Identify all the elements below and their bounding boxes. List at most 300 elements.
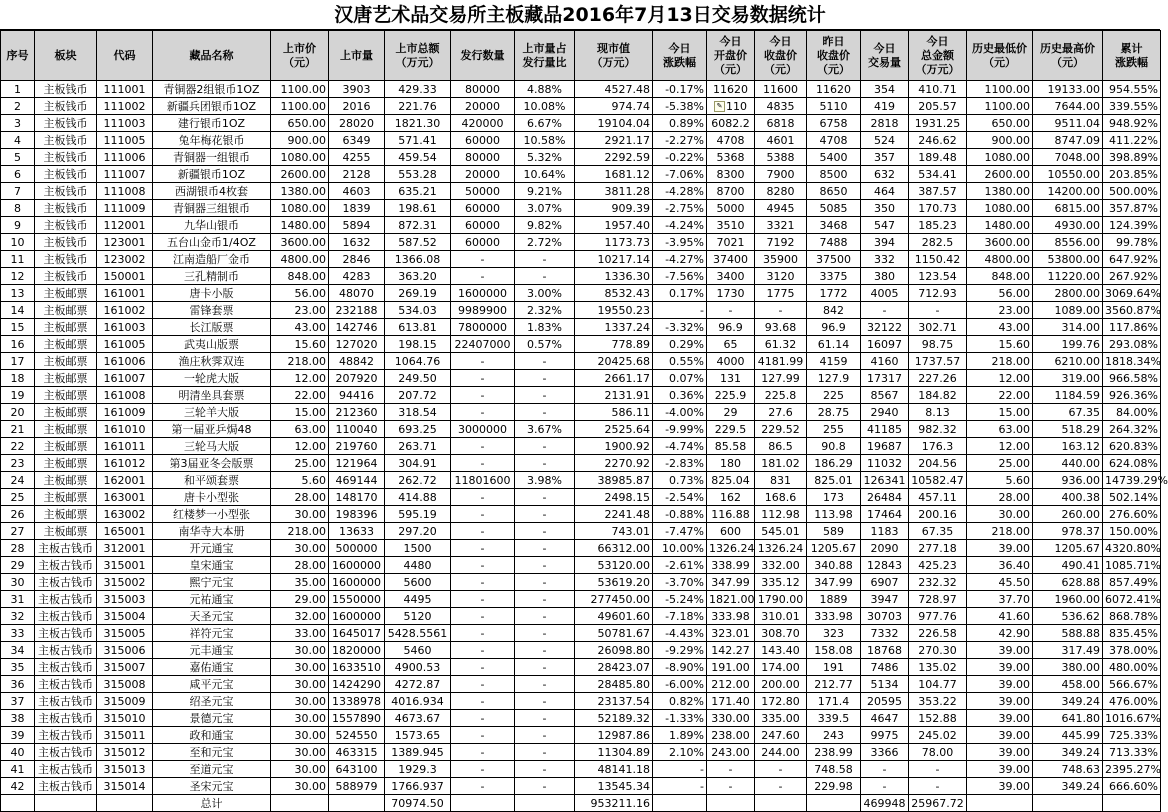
table-cell: 元祐通宝	[153, 591, 271, 608]
table-cell: -	[451, 744, 515, 761]
table-cell: -	[451, 540, 515, 557]
table-cell: 142.27	[707, 642, 755, 659]
table-cell: -3.32%	[653, 319, 707, 336]
table-cell: 595.19	[385, 506, 451, 523]
table-cell: 229.5	[707, 421, 755, 438]
table-cell: 60000	[451, 217, 515, 234]
table-row	[1, 81, 1161, 98]
table-cell: 900.00	[967, 132, 1033, 149]
table-cell: -	[515, 574, 575, 591]
table-cell: 171.40	[707, 693, 755, 710]
table-cell: 2131.91	[575, 387, 653, 404]
table-cell: 150001	[97, 268, 153, 285]
table-cell: 315014	[97, 778, 153, 795]
table-cell: 476.00%	[1103, 693, 1161, 710]
comment-note-icon[interactable]: ✎	[714, 101, 725, 112]
table-cell: 主板邮票	[35, 387, 97, 404]
table-cell: 825.01	[807, 472, 861, 489]
table-cell: 90.8	[807, 438, 861, 455]
table-row	[1, 523, 1161, 540]
table-cell: 0.17%	[653, 285, 707, 302]
table-cell: 15.60	[271, 336, 329, 353]
table-cell: 161008	[97, 387, 153, 404]
table-cell: 11620	[807, 81, 861, 98]
table-cell: 1366.08	[385, 251, 451, 268]
table-cell: 458.00	[1033, 676, 1103, 693]
table-cell: 8532.43	[575, 285, 653, 302]
table-cell: 至和元宝	[153, 744, 271, 761]
table-cell: 502.14%	[1103, 489, 1161, 506]
table-row	[1, 659, 1161, 676]
table-cell: 1889	[807, 591, 861, 608]
table-cell: 3560.87%	[1103, 302, 1161, 319]
table-cell: 778.89	[575, 336, 653, 353]
table-cell: -	[451, 404, 515, 421]
column-header: 历史最高价 （元）	[1033, 31, 1103, 81]
table-cell: 378.00%	[1103, 642, 1161, 659]
table-cell: -5.24%	[653, 591, 707, 608]
table-cell: 主板古钱币	[35, 659, 97, 676]
table-cell: 5.32%	[515, 149, 575, 166]
table-cell: 123001	[97, 234, 153, 251]
table-body	[1, 81, 1168, 812]
table-cell: 39.00	[967, 727, 1033, 744]
table-cell: 315002	[97, 574, 153, 591]
table-cell: 36.40	[967, 557, 1033, 574]
table-cell: 6210.00	[1033, 353, 1103, 370]
table-cell: 0.57%	[515, 336, 575, 353]
table-cell: -4.27%	[653, 251, 707, 268]
table-cell: 212360	[329, 404, 385, 421]
table-cell: 315010	[97, 710, 153, 727]
table-cell: 65	[707, 336, 755, 353]
table-cell: 170.73	[909, 200, 967, 217]
table-row	[1, 404, 1161, 421]
table-cell: 32	[1, 608, 35, 625]
table-cell: -	[515, 404, 575, 421]
table-cell: -1.33%	[653, 710, 707, 727]
table-cell: 1064.76	[385, 353, 451, 370]
table-cell: 主板古钱币	[35, 744, 97, 761]
table-cell: 20595	[861, 693, 909, 710]
table-cell: 0.89%	[653, 115, 707, 132]
table-cell: 94416	[329, 387, 385, 404]
table-cell: 42	[1, 778, 35, 795]
table-cell: 1205.67	[807, 540, 861, 557]
table-cell: 48070	[329, 285, 385, 302]
table-cell: -	[515, 761, 575, 778]
table-cell: 39.00	[967, 744, 1033, 761]
table-cell: 260.00	[1033, 506, 1103, 523]
table-cell: 1205.67	[1033, 540, 1103, 557]
total-cell	[755, 795, 807, 812]
table-row	[1, 285, 1161, 302]
table-cell: 571.41	[385, 132, 451, 149]
table-cell: 232.32	[909, 574, 967, 591]
table-row	[1, 302, 1161, 319]
table-cell: 23137.54	[575, 693, 653, 710]
table-cell: 825.04	[707, 472, 755, 489]
table-cell: 新疆银币1OZ	[153, 166, 271, 183]
table-cell: 218.00	[271, 523, 329, 540]
table-cell: -	[515, 370, 575, 387]
table-cell: 祥符元宝	[153, 625, 271, 642]
table-cell: 1766.937	[385, 778, 451, 795]
table-cell: 111001	[97, 81, 153, 98]
table-cell: 11220.00	[1033, 268, 1103, 285]
table-cell: -	[707, 761, 755, 778]
column-header: 上市价 （元）	[271, 31, 329, 81]
table-cell: 229.52	[755, 421, 807, 438]
table-cell: 315005	[97, 625, 153, 642]
table-cell: 13633	[329, 523, 385, 540]
table-cell: 30.00	[271, 642, 329, 659]
table-cell: 61.14	[807, 336, 861, 353]
table-row	[1, 761, 1161, 778]
table-row	[1, 217, 1161, 234]
table-cell: 1089.00	[1033, 302, 1103, 319]
table-cell: 8700	[707, 183, 755, 200]
table-cell: -	[515, 268, 575, 285]
table-cell: -4.00%	[653, 404, 707, 421]
table-cell: 1150.42	[909, 251, 967, 268]
table-cell: 1336.30	[575, 268, 653, 285]
table-cell: 400.38	[1033, 489, 1103, 506]
table-cell: 205.57	[909, 98, 967, 115]
table-cell: 23.00	[271, 302, 329, 319]
table-cell: 2800.00	[1033, 285, 1103, 302]
table-cell: 420000	[451, 115, 515, 132]
table-cell: 113.98	[807, 506, 861, 523]
table-cell: -	[515, 608, 575, 625]
table-cell: 0.55%	[653, 353, 707, 370]
table-cell: 6082.2	[707, 115, 755, 132]
table-cell: 2661.17	[575, 370, 653, 387]
table-cell: 263.71	[385, 438, 451, 455]
table-cell: 49601.60	[575, 608, 653, 625]
table-cell: 1184.59	[1033, 387, 1103, 404]
column-header: 上市量占 发行量比	[515, 31, 575, 81]
table-cell: 30.00	[271, 693, 329, 710]
table-cell: 3510	[707, 217, 755, 234]
table-cell: 主板邮票	[35, 421, 97, 438]
table-cell: 武夷山版票	[153, 336, 271, 353]
table-cell: 56.00	[967, 285, 1033, 302]
table-cell: 34	[1, 642, 35, 659]
table-cell: 86.5	[755, 438, 807, 455]
table-cell: 28.00	[967, 489, 1033, 506]
table-cell: 五台山金币1/4OZ	[153, 234, 271, 251]
table-cell: 269.19	[385, 285, 451, 302]
table-cell: 1821.00	[707, 591, 755, 608]
table-cell: 243.00	[707, 744, 755, 761]
table-cell: 1.89%	[653, 727, 707, 744]
table-cell: 19550.23	[575, 302, 653, 319]
trading-data-table	[0, 30, 1168, 812]
table-cell: 1100.00	[271, 98, 329, 115]
table-cell: 203.85%	[1103, 166, 1161, 183]
column-header: 今日 涨跌幅	[653, 31, 707, 81]
table-cell: 225.8	[755, 387, 807, 404]
table-cell: 168.6	[755, 489, 807, 506]
table-cell: 323.01	[707, 625, 755, 642]
table-cell: 19133.00	[1033, 81, 1103, 98]
total-cell	[1103, 795, 1161, 812]
table-cell: 6349	[329, 132, 385, 149]
table-cell: 748.63	[1033, 761, 1103, 778]
table-cell: 12.00	[967, 370, 1033, 387]
table-cell: 347.99	[807, 574, 861, 591]
table-cell: 27.6	[755, 404, 807, 421]
table-cell: 198.15	[385, 336, 451, 353]
table-cell: 26484	[861, 489, 909, 506]
table-cell: 21	[1, 421, 35, 438]
table-cell: 4495	[385, 591, 451, 608]
table-cell: 600	[707, 523, 755, 540]
table-cell: 80000	[451, 149, 515, 166]
table-cell: 28485.80	[575, 676, 653, 693]
table-cell: 349.24	[1033, 744, 1103, 761]
table-cell: 126341	[861, 472, 909, 489]
column-header: 现市值 （万元）	[575, 31, 653, 81]
table-cell: 1550000	[329, 591, 385, 608]
table-cell: -4.43%	[653, 625, 707, 642]
table-cell: 67.35	[909, 523, 967, 540]
table-cell: 22	[1, 438, 35, 455]
table-cell: 10550.00	[1033, 166, 1103, 183]
table-row	[1, 778, 1161, 795]
table-cell: 0.82%	[653, 693, 707, 710]
table-cell: 207.72	[385, 387, 451, 404]
table-cell: 41185	[861, 421, 909, 438]
table-cell: 33	[1, 625, 35, 642]
table-cell: 111008	[97, 183, 153, 200]
table-cell: 39.00	[967, 761, 1033, 778]
table-cell: 909.39	[575, 200, 653, 217]
table-cell: 主板邮票	[35, 285, 97, 302]
table-cell: 4480	[385, 557, 451, 574]
table-cell: 28.00	[271, 557, 329, 574]
table-cell: 218.00	[271, 353, 329, 370]
table-cell: 6.67%	[515, 115, 575, 132]
table-cell: 857.49%	[1103, 574, 1161, 591]
table-cell: 5120	[385, 608, 451, 625]
table-cell: 312001	[97, 540, 153, 557]
table-cell: 红楼梦一小型张	[153, 506, 271, 523]
table-cell: 主板古钱币	[35, 778, 97, 795]
table-cell: 17464	[861, 506, 909, 523]
table-cell: 5368	[707, 149, 755, 166]
table-cell: 333.98	[807, 608, 861, 625]
table-cell: 6072.41%	[1103, 591, 1161, 608]
table-cell: 16097	[861, 336, 909, 353]
table-cell: 29	[1, 557, 35, 574]
table-cell: 3.98%	[515, 472, 575, 489]
table-cell: 4708	[807, 132, 861, 149]
table-cell: 3	[1, 115, 35, 132]
table-cell: 232188	[329, 302, 385, 319]
table-row	[1, 557, 1161, 574]
table-cell: 23	[1, 455, 35, 472]
table-cell: 青铜器三组银币	[153, 200, 271, 217]
table-cell: 新疆兵团银币1OZ	[153, 98, 271, 115]
table-cell: -	[515, 710, 575, 727]
table-cell: 45.50	[967, 574, 1033, 591]
table-cell: 277.18	[909, 540, 967, 557]
table-cell: 29	[707, 404, 755, 421]
table-cell: 5388	[755, 149, 807, 166]
table-cell: 152.88	[909, 710, 967, 727]
table-row	[1, 353, 1161, 370]
table-cell: -	[451, 387, 515, 404]
table-cell: 41.60	[967, 608, 1033, 625]
total-cell: 70974.50	[385, 795, 451, 812]
table-row	[1, 642, 1161, 659]
table-row	[1, 387, 1161, 404]
total-cell	[1033, 795, 1103, 812]
table-cell: 613.81	[385, 319, 451, 336]
table-cell: 161007	[97, 370, 153, 387]
table-cell: 198.61	[385, 200, 451, 217]
table-cell: 和平颂套票	[153, 472, 271, 489]
table-cell: 2016	[329, 98, 385, 115]
table-cell: 2.10%	[653, 744, 707, 761]
table-cell: 380.00	[1033, 659, 1103, 676]
table-cell: -0.88%	[653, 506, 707, 523]
table-cell: 267.92%	[1103, 268, 1161, 285]
table-cell: 127020	[329, 336, 385, 353]
table-cell: 12.00	[271, 438, 329, 455]
table-cell: 24	[1, 472, 35, 489]
table-cell: -	[755, 778, 807, 795]
table-cell: 111009	[97, 200, 153, 217]
table-cell: 500.00%	[1103, 183, 1161, 200]
table-cell: 8500	[807, 166, 861, 183]
table-cell: 238.99	[807, 744, 861, 761]
total-cell: 953211.16	[575, 795, 653, 812]
table-cell: 111007	[97, 166, 153, 183]
table-cell: 2128	[329, 166, 385, 183]
table-cell: 317.49	[1033, 642, 1103, 659]
table-cell: 293.08%	[1103, 336, 1161, 353]
table-cell: -	[861, 778, 909, 795]
table-cell: 650.00	[271, 115, 329, 132]
table-cell: 9.82%	[515, 217, 575, 234]
table-cell: 7486	[861, 659, 909, 676]
table-row	[1, 166, 1161, 183]
table-cell: 14200.00	[1033, 183, 1103, 200]
table-cell: 26098.80	[575, 642, 653, 659]
table-cell: 111002	[97, 98, 153, 115]
table-cell: 624.08%	[1103, 455, 1161, 472]
table-cell: -	[451, 693, 515, 710]
table-cell: 25.00	[967, 455, 1033, 472]
table-cell: -	[451, 251, 515, 268]
table-cell: 7332	[861, 625, 909, 642]
table-cell: 圣宋元宝	[153, 778, 271, 795]
table-cell: 37400	[707, 251, 755, 268]
table-cell: 204.56	[909, 455, 967, 472]
table-cell: 12.00	[967, 438, 1033, 455]
table-cell: 171.4	[807, 693, 861, 710]
table-cell: 135.02	[909, 659, 967, 676]
table-cell: 0.73%	[653, 472, 707, 489]
table-cell: 22407000	[451, 336, 515, 353]
table-cell: -6.00%	[653, 676, 707, 693]
table-cell: 212.00	[707, 676, 755, 693]
table-cell: 南华寺大本册	[153, 523, 271, 540]
table-cell: -	[755, 761, 807, 778]
table-cell: 绍圣元宝	[153, 693, 271, 710]
table-cell: -0.22%	[653, 149, 707, 166]
table-cell: 842	[807, 302, 861, 319]
table-cell: 3947	[861, 591, 909, 608]
table-cell: 主板钱币	[35, 183, 97, 200]
table-cell: 225.9	[707, 387, 755, 404]
table-row	[1, 744, 1161, 761]
table-cell: 53120.00	[575, 557, 653, 574]
table-cell: 589	[807, 523, 861, 540]
table-cell: -	[707, 302, 755, 319]
table-row	[1, 98, 1161, 115]
table-cell: 2.32%	[515, 302, 575, 319]
table-cell: 2940	[861, 404, 909, 421]
table-cell: 19	[1, 387, 35, 404]
table-cell: 111006	[97, 149, 153, 166]
table-cell: 225	[807, 387, 861, 404]
table-row	[1, 727, 1161, 744]
table-cell: 4272.87	[385, 676, 451, 693]
table-cell: 主板钱币	[35, 98, 97, 115]
table-cell: 457.11	[909, 489, 967, 506]
table-cell: 5134	[861, 676, 909, 693]
table-cell: 350	[861, 200, 909, 217]
table-cell: -	[515, 591, 575, 608]
table-cell: 221.76	[385, 98, 451, 115]
table-cell: 127.99	[755, 370, 807, 387]
table-cell: 3600.00	[967, 234, 1033, 251]
table-cell: -	[451, 659, 515, 676]
page-title: 汉唐艺术品交易所主板藏品2016年7月13日交易数据统计	[0, 0, 1160, 30]
table-cell: 338.99	[707, 557, 755, 574]
table-cell: 25	[1, 489, 35, 506]
table-cell: 1730	[707, 285, 755, 302]
table-cell: 304.91	[385, 455, 451, 472]
table-row	[1, 608, 1161, 625]
table-cell: 632	[861, 166, 909, 183]
table-cell: 天圣元宝	[153, 608, 271, 625]
table-cell: 246.62	[909, 132, 967, 149]
table-cell: 主板邮票	[35, 302, 97, 319]
table-cell: 48842	[329, 353, 385, 370]
table-cell: 545.01	[755, 523, 807, 540]
table-cell: 628.88	[1033, 574, 1103, 591]
table-row	[1, 591, 1161, 608]
table-cell: 588.88	[1033, 625, 1103, 642]
table-cell: 明清坐具套票	[153, 387, 271, 404]
table-cell: -	[909, 302, 967, 319]
table-cell: 244.00	[755, 744, 807, 761]
table-cell: 11600	[755, 81, 807, 98]
table-cell: 8280	[755, 183, 807, 200]
table-cell: 19104.04	[575, 115, 653, 132]
table-cell: 1080.00	[967, 149, 1033, 166]
column-header: 代码	[97, 31, 153, 81]
table-cell: 200.16	[909, 506, 967, 523]
table-cell: 96.9	[707, 319, 755, 336]
table-cell: 13	[1, 285, 35, 302]
table-cell: 977.76	[909, 608, 967, 625]
